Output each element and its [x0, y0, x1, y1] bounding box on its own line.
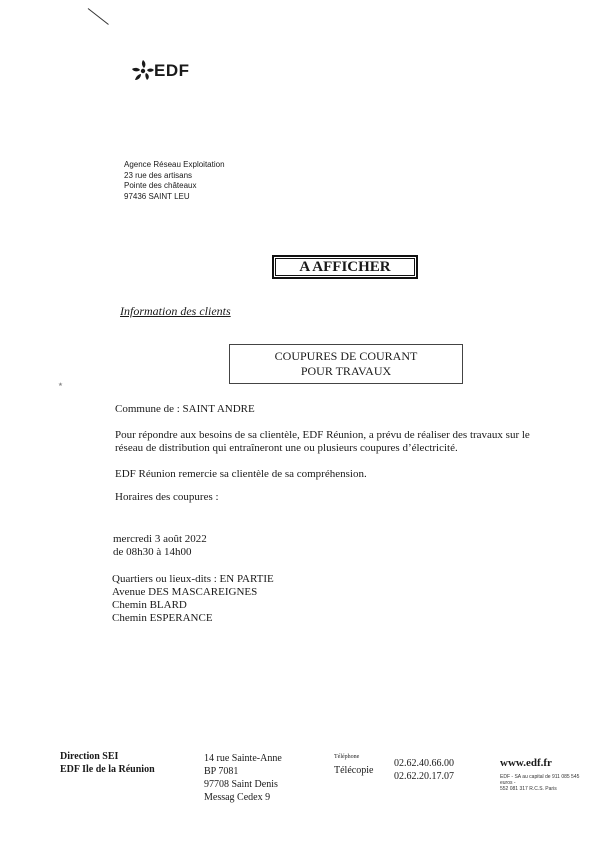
- afficher-box: [272, 255, 418, 279]
- scan-mark: [88, 8, 109, 25]
- agency-line: 97436 SAINT LEU: [124, 191, 190, 201]
- footer-direction-line: EDF Ile de la Réunion: [60, 764, 155, 775]
- info-title: Information des clients: [120, 304, 231, 318]
- horaires-label: Horaires des coupures :: [115, 491, 219, 503]
- footer-fax-label: Télécopie: [334, 765, 374, 776]
- footer-address-line: Messag Cedex 9: [204, 792, 271, 803]
- date-line: mercredi 3 août 2022: [113, 533, 207, 545]
- footer-phone: 02.62.40.66.00: [394, 758, 454, 769]
- edf-logo-icon: [130, 58, 156, 84]
- footer-direction: [60, 750, 155, 776]
- agency-address: [124, 160, 225, 202]
- coupures-line-1: COUPURES DE COURANT: [274, 349, 418, 363]
- paragraph-1: [115, 429, 565, 455]
- quartiers-block: [112, 573, 274, 625]
- footer-address: [204, 752, 282, 804]
- footer-fax: 02.62.20.17.07: [394, 771, 454, 782]
- quartier-item: Avenue DES MASCAREIGNES: [112, 586, 258, 598]
- paragraph-1-line-2: réseau de distribution qui entraîneront une ou plusieurs coupures d’électricité.: [115, 442, 458, 454]
- agency-line: Pointe des châteaux: [124, 181, 197, 190]
- edf-logo-text: EDF: [154, 61, 190, 80]
- footer-phone-numbers: [394, 757, 454, 783]
- quartier-item: Chemin ESPERANCE: [112, 612, 213, 624]
- footer-legal-line: 552 081 317 R.C.S. Paris: [500, 786, 557, 792]
- afficher-label: A AFFICHER: [275, 258, 415, 276]
- agency-line: 23 rue des artisans: [124, 170, 193, 180]
- paragraph-2: EDF Réunion remercie sa clientèle de sa compréhension.: [115, 468, 367, 480]
- edf-logo: [130, 58, 220, 86]
- footer-phone-label: Téléphone: [334, 754, 360, 760]
- coupures-box: [229, 344, 463, 384]
- footer-address-line: 14 rue Sainte-Anne: [204, 753, 282, 764]
- footer-legal: [500, 774, 590, 792]
- footer-website[interactable]: www.edf.fr: [500, 757, 552, 769]
- commune-line: Commune de : SAINT ANDRE: [115, 403, 255, 415]
- quartier-item: Chemin BLARD: [112, 599, 187, 611]
- scan-speck: ٭: [58, 379, 63, 389]
- paragraph-1-line-1: Pour répondre aux besoins de sa clientèle, EDF Réunion, a prévu de réaliser des travaux sur le: [115, 429, 530, 441]
- footer-legal-line: EDF - SA au capital de 911 085 545 euros -: [500, 774, 580, 786]
- coupures-line-2: POUR TRAVAUX: [300, 364, 392, 378]
- time-line: de 08h30 à 14h00: [113, 546, 192, 558]
- footer-direction-line: Direction SEI: [60, 751, 119, 762]
- footer-address-line: 97708 Saint Denis: [204, 779, 278, 790]
- footer-address-line: BP 7081: [204, 766, 239, 777]
- agency-line: Agence Réseau Exploitation: [124, 160, 225, 169]
- quartiers-label: Quartiers ou lieux-dits : EN PARTIE: [112, 573, 274, 585]
